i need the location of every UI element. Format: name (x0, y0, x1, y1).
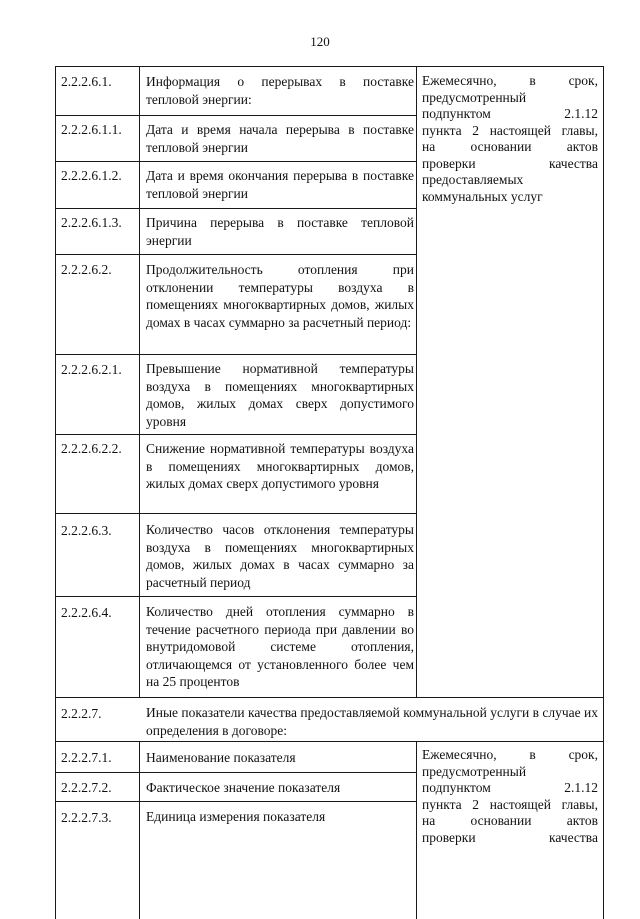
deadline-line: Ежемесячно, в срок, (422, 73, 598, 88)
row-divider (55, 741, 604, 742)
deadline-line: предусмотренный (422, 763, 527, 779)
row-divider (55, 354, 417, 355)
deadline-line: проверки качества (422, 829, 598, 845)
row-text: Дата и время начала перерыва в поставке тепловой энергии (146, 122, 414, 155)
column-divider-1-lower (139, 742, 140, 919)
row-divider (55, 697, 604, 698)
deadline-line: Ежемесячно, в срок, (422, 747, 598, 762)
row-number: 2.2.2.6.3. (61, 523, 112, 538)
row-divider (55, 434, 417, 435)
row-divider (55, 254, 417, 255)
row-text: Информация о перерывах в поставке тепловой энергии: (146, 74, 414, 107)
table-border-right (603, 66, 604, 919)
row-text: Продолжительность отопления при отклонении температуры воздуха в помещениях многоквартирных домов, жилых домах в часах суммарно за расчетный период: (146, 262, 414, 330)
row-number: 2.2.2.6.2.1. (61, 362, 122, 377)
deadline-line: подпунктом 2.1.12 (422, 106, 598, 121)
deadline-line: пункта 2 настоящей главы, (422, 122, 598, 138)
deadline-line: подпунктом 2.1.12 (422, 780, 598, 795)
deadline-line: пункта 2 настоящей главы, (422, 796, 598, 812)
deadline-line: проверки качества (422, 155, 598, 171)
row-text: Иные показатели качества предоставляемой коммунальной услуги в случае их определения в договоре: (146, 705, 598, 738)
deadline-line: предусмотренный (422, 89, 527, 105)
row-number: 2.2.2.6.4. (61, 605, 112, 620)
deadline-line: коммунальных услуг (422, 188, 543, 204)
deadline-cell (422, 73, 598, 205)
table-border-left (55, 66, 56, 919)
row-text: Фактическое значение показателя (146, 780, 341, 795)
row-text: Причина перерыва в поставке тепловой энергии (146, 215, 414, 248)
row-divider (55, 596, 417, 597)
deadline-line: предоставляемых (422, 172, 524, 187)
row-number: 2.2.2.6.1.3. (61, 215, 122, 230)
row-number: 2.2.2.7. (61, 706, 102, 721)
row-divider (55, 513, 417, 514)
row-text: Снижение нормативной температуры воздуха в помещениях многоквартирных домов, жилых домах сверх допустимого уровня (146, 441, 414, 492)
row-text: Наименование показателя (146, 750, 296, 765)
row-number: 2.2.2.7.1. (61, 750, 112, 765)
row-divider (55, 208, 417, 209)
deadline-cell (422, 747, 598, 846)
row-text: Количество дней отопления суммарно в течение расчетного периода при давлении во внутридомовой системе отопления, отличающемся от установленного более чем на 25 процентов (146, 604, 414, 690)
row-divider (55, 801, 417, 802)
row-number: 2.2.2.6.2.2. (61, 441, 122, 456)
table-border-top (55, 66, 604, 67)
row-number: 2.2.2.6.1.1. (61, 122, 122, 137)
row-text: Количество часов отклонения температуры воздуха в помещениях многоквартирных домов, жилых домах в часах суммарно за расчетный период (146, 522, 414, 590)
row-divider (55, 161, 417, 162)
row-text: Единица измерения показателя (146, 809, 326, 824)
row-text: Превышение нормативной температуры воздуха в помещениях многоквартирных домов, жилых домах сверх допустимого уровня (146, 361, 414, 429)
row-text: Дата и время окончания перерыва в поставке тепловой энергии (146, 168, 414, 201)
row-divider (55, 772, 417, 773)
row-number: 2.2.2.6.1. (61, 74, 112, 89)
page-number: 120 (310, 34, 330, 49)
row-number: 2.2.2.7.3. (61, 810, 112, 825)
row-divider (55, 115, 417, 116)
deadline-line: на основании актов (422, 139, 598, 154)
row-number: 2.2.2.6.1.2. (61, 168, 122, 183)
row-number: 2.2.2.7.2. (61, 780, 112, 795)
row-number: 2.2.2.6.2. (61, 262, 112, 277)
deadline-line: на основании актов (422, 813, 598, 828)
column-divider-2-lower (416, 742, 417, 919)
